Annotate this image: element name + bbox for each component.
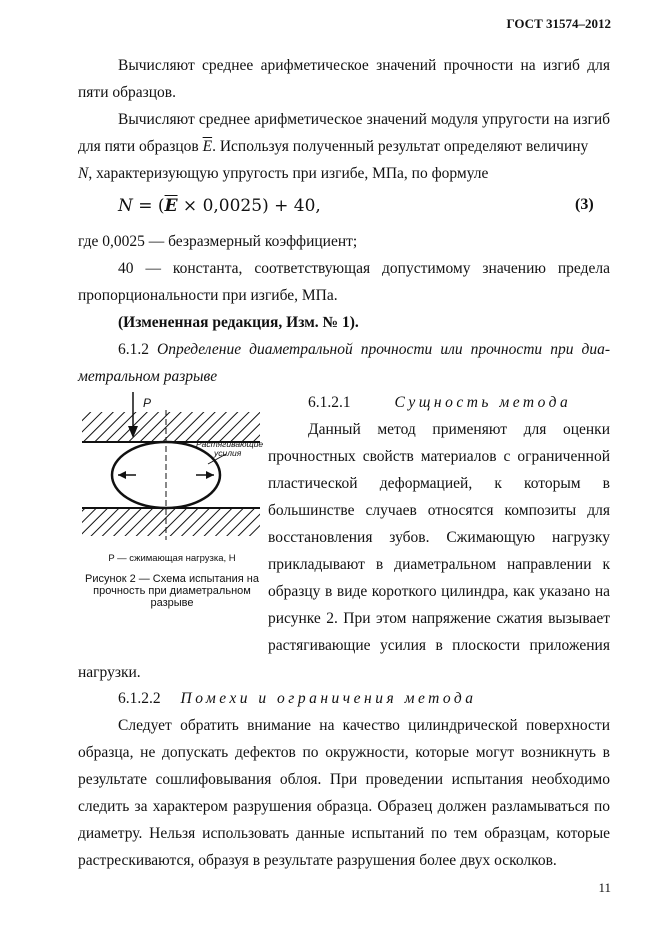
paragraph-line: прочностных свойств материалов с ограниченной (268, 448, 610, 465)
figure-caption (78, 573, 266, 609)
text-fragment: , характеризующую упругость при изгибе, МПа, по формуле (88, 165, 489, 182)
paragraph-line: Следует обратить внимание на качество цилиндрической поверхности (118, 717, 610, 734)
paragraph-line: растрескиваются, образуя в результате разрушения более двух осколков. (78, 852, 557, 869)
caption-line: Рисунок 2 — Схема испытания на (85, 573, 259, 585)
paragraph-line: Данный метод применяют для оценки (308, 421, 610, 438)
mean-modulus-symbol: $\overline{E}$ (202, 138, 213, 155)
amendment-note: (Измененная редакция, Изм. № 1). (118, 314, 359, 331)
paragraph-line: рисунке 2. При этом напряжение сжатия вызывает (268, 610, 610, 627)
paragraph-line: нагрузки. (78, 664, 141, 681)
subsection-heading (308, 393, 571, 413)
paragraph-line: пропорциональности при изгибе, МПа. (78, 287, 338, 304)
paragraph-line: образца, не допускать дефектов по окружности, которые могут возникнуть в (78, 744, 610, 761)
figure-diametral-test (78, 390, 268, 550)
paragraph-line (78, 164, 610, 184)
formula-ebar: $\overline{E}$ (164, 196, 178, 216)
section-heading (118, 340, 610, 360)
subsection-heading (118, 689, 610, 709)
paragraph-line: прикладывают в диаметральном направлении к (268, 556, 610, 573)
paragraph-line: 40 — константа, соответствующая допустимому значению предела (118, 260, 610, 277)
paragraph-line: следить за характером разрушения образца. Образец должен разламываться по (78, 798, 610, 815)
variable-n: N (78, 165, 89, 182)
tension-label-line1: Растягивающие (196, 439, 264, 449)
tension-label-line2: усилия (214, 448, 242, 458)
paragraph-line: Вычисляют среднее арифметическое значений модуля упругости на изгиб (118, 111, 610, 128)
section-title: Сущность метода (394, 394, 572, 411)
tension-label (196, 440, 263, 458)
paragraph-line: диаметру. Нельзя использовать данные испытаний по тем образцам, которые (78, 825, 610, 842)
load-label: P (143, 396, 152, 410)
section-title: Определение диаметральной прочности или прочности при диа- (157, 341, 610, 358)
paragraph-line: Вычисляют среднее арифметическое значений прочности на изгиб для (118, 57, 610, 74)
text-fragment: . Используя полученный результат определяют величину (212, 138, 589, 155)
section-number: 6.1.2 (118, 341, 149, 358)
equation-number: (3) (575, 196, 594, 213)
paragraph-line: пластической деформацией, к которым в (268, 475, 610, 492)
figure-legend: P — сжимающая нагрузка, Н (108, 553, 236, 564)
paragraph-line (78, 137, 610, 157)
page-number: 11 (598, 880, 611, 895)
caption-line: прочность при диаметральном (93, 585, 251, 597)
formula-lhs: N (118, 196, 133, 216)
paragraph-line: пяти образцов. (78, 84, 176, 101)
text-fragment: для пяти образцов (78, 138, 199, 155)
caption-line: разрыве (150, 597, 194, 609)
formula-eq: = ( (132, 196, 165, 216)
document-header: ГОСТ 31574–2012 (506, 16, 611, 31)
formula (118, 196, 321, 216)
paragraph-line: результате сошлифовывания облоя. При проведении испытания необходимо (78, 771, 610, 788)
paragraph-line: растягивающие усилия в плоскости приложения (268, 637, 610, 654)
formula-rest: × 0,0025) + 40, (177, 196, 321, 216)
section-number: 6.1.2.2 (118, 690, 161, 707)
bottom-plate (82, 508, 260, 536)
top-plate (82, 412, 260, 442)
section-title-cont: метральном разрыве (78, 368, 218, 385)
paragraph-line: где 0,0025 — безразмерный коэффициент; (78, 233, 358, 250)
paragraph-line: восстановления зубов. Сжимающую нагрузку (268, 529, 610, 546)
paragraph-line: большинстве случаев относятся композиты для (268, 502, 610, 519)
section-title: Помехи и ограничения метода (180, 690, 477, 707)
section-number: 6.1.2.1 (308, 394, 351, 411)
paragraph-line: образцу в виде короткого цилиндра, как указано на (268, 583, 610, 600)
